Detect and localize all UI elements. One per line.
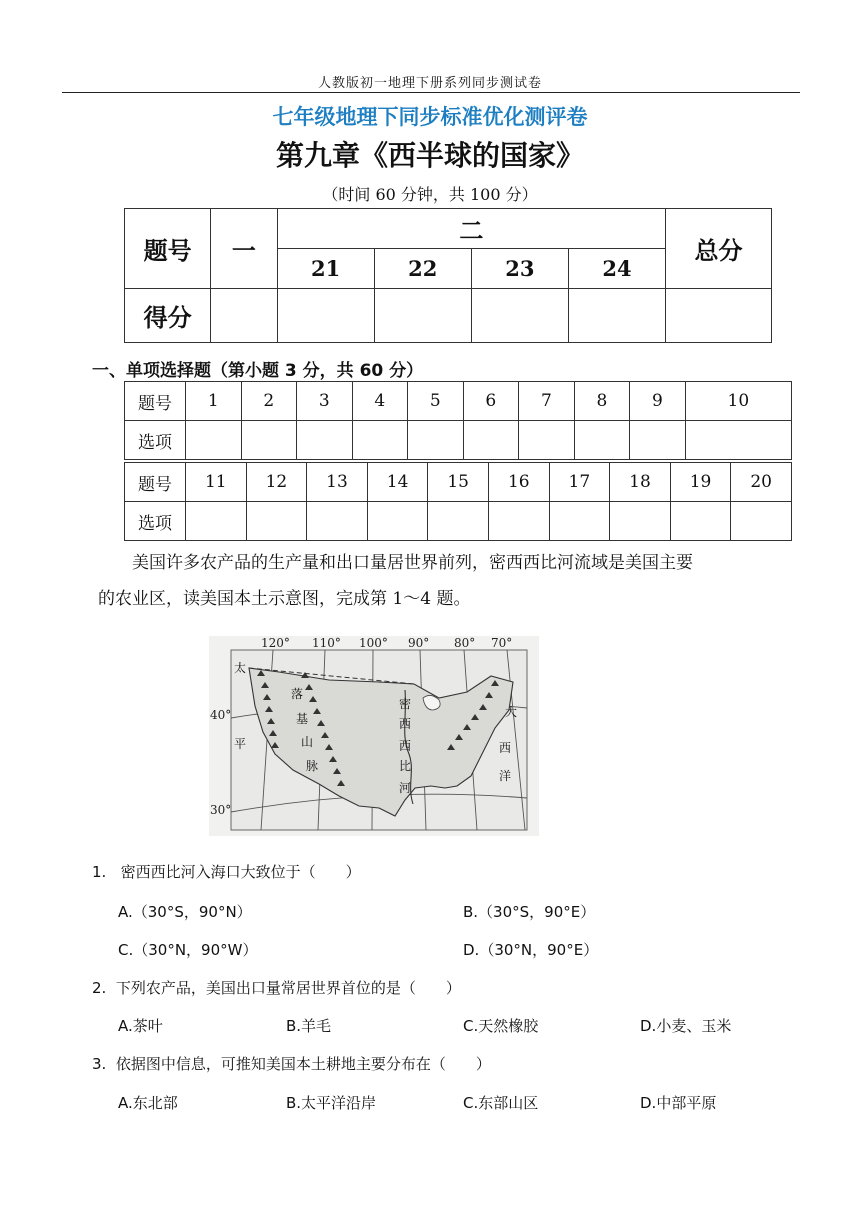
option-c[interactable]: C.天然橡胶	[463, 1017, 539, 1035]
lat-label: 30°	[210, 803, 232, 817]
rocky-label: 落	[291, 687, 304, 701]
grid-number: 10	[685, 382, 791, 421]
option-c[interactable]: C.东部山区	[463, 1094, 539, 1112]
answer-cell[interactable]	[670, 502, 731, 541]
grid-number: 16	[488, 463, 549, 502]
answer-cell[interactable]	[307, 502, 368, 541]
option-a[interactable]: A.（30°S，90°N）	[118, 903, 252, 921]
answer-cell[interactable]	[519, 421, 575, 460]
passage	[98, 545, 808, 617]
score-total: 总分	[666, 209, 772, 289]
answer-cell[interactable]	[630, 421, 686, 460]
grid-number: 12	[246, 463, 307, 502]
grid-number: 20	[731, 463, 792, 502]
score-cell[interactable]	[374, 289, 471, 343]
option-d[interactable]: D.中部平原	[640, 1094, 717, 1112]
pacific-label: 平	[234, 737, 247, 751]
rocky-label: 山	[301, 735, 314, 749]
grid-number: 6	[463, 382, 519, 421]
grid-number: 19	[670, 463, 731, 502]
answer-cell[interactable]	[549, 502, 610, 541]
answer-grid-1	[124, 381, 792, 460]
answer-cell[interactable]	[610, 502, 671, 541]
question-number: 1.	[92, 863, 107, 881]
lat-label: 40°	[210, 708, 232, 722]
miss-label: 西	[399, 739, 412, 753]
grid-label: 题号	[125, 382, 186, 421]
grid-number: 18	[610, 463, 671, 502]
answer-grid-2	[124, 462, 792, 541]
question-number: 2.	[92, 979, 107, 997]
option-b[interactable]: B.羊毛	[286, 1017, 332, 1035]
grid-number: 5	[408, 382, 464, 421]
option-c[interactable]: C.（30°N，90°W）	[118, 941, 258, 959]
answer-cell[interactable]	[246, 502, 307, 541]
passage-line-2: 的农业区，读美国本土示意图，完成第 1～4 题。	[98, 589, 471, 609]
time-note: （时间 60 分钟，共 100 分）	[322, 185, 538, 204]
score-item: 21	[277, 249, 374, 289]
answer-cell[interactable]	[186, 502, 247, 541]
question-stem: 依据图中信息，可推知美国本土耕地主要分布在（ ）	[115, 1055, 491, 1073]
score-cell[interactable]	[568, 289, 665, 343]
answer-cell[interactable]	[241, 421, 297, 460]
grid-label: 选项	[125, 502, 186, 541]
lon-label: 90°	[408, 636, 430, 650]
score-item: 23	[471, 249, 568, 289]
grid-number: 9	[630, 382, 686, 421]
score-item: 22	[374, 249, 471, 289]
atlantic-label: 洋	[499, 769, 512, 783]
question-number: 3.	[92, 1055, 107, 1073]
answer-cell[interactable]	[428, 502, 489, 541]
question-stem: 密西西比河入海口大致位于（ ）	[120, 863, 361, 881]
rocky-label: 基	[296, 712, 309, 726]
lon-label: 80°	[454, 636, 476, 650]
miss-label: 西	[399, 717, 412, 731]
option-d[interactable]: D.小麦、玉米	[640, 1017, 732, 1035]
question-2	[92, 977, 461, 998]
passage-line-1: 美国许多农产品的生产量和出口量居世界前列，密西西比河流域是美国主要	[132, 553, 693, 573]
header-rule	[62, 92, 800, 93]
atlantic-label: 大	[505, 705, 518, 719]
grid-number: 11	[186, 463, 247, 502]
option-b[interactable]: B.太平洋沿岸	[286, 1094, 377, 1112]
option-a[interactable]: A.茶叶	[118, 1017, 163, 1035]
grid-number: 13	[307, 463, 368, 502]
score-table	[124, 208, 772, 343]
grid-label: 题号	[125, 463, 186, 502]
grid-number: 2	[241, 382, 297, 421]
grid-number: 1	[186, 382, 242, 421]
answer-cell[interactable]	[186, 421, 242, 460]
score-cell[interactable]	[277, 289, 374, 343]
grid-number: 8	[574, 382, 630, 421]
miss-label: 比	[399, 759, 412, 773]
answer-cell[interactable]	[574, 421, 630, 460]
option-a[interactable]: A.东北部	[118, 1094, 178, 1112]
lon-label: 100°	[359, 636, 388, 650]
page-title: 第九章《西半球的国家》	[275, 139, 584, 172]
grid-number: 15	[428, 463, 489, 502]
exam-subtitle: 七年级地理下同步标准优化测评卷	[272, 105, 588, 129]
answer-cell[interactable]	[367, 502, 428, 541]
answer-cell[interactable]	[488, 502, 549, 541]
option-b[interactable]: B.（30°S，90°E）	[463, 903, 596, 921]
answer-cell[interactable]	[297, 421, 353, 460]
grid-number: 3	[297, 382, 353, 421]
rocky-label: 脉	[306, 759, 319, 773]
answer-cell[interactable]	[463, 421, 519, 460]
grid-number: 4	[352, 382, 408, 421]
answer-cell[interactable]	[352, 421, 408, 460]
question-stem: 下列农产品，美国出口量常居世界首位的是（ ）	[115, 979, 461, 997]
answer-cell[interactable]	[731, 502, 792, 541]
atlantic-label: 西	[499, 741, 512, 755]
score-cell[interactable]	[471, 289, 568, 343]
answer-cell[interactable]	[685, 421, 791, 460]
score-item: 24	[568, 249, 665, 289]
option-d[interactable]: D.（30°N，90°E）	[463, 941, 599, 959]
score-part2: 二	[277, 209, 665, 249]
miss-label: 河	[399, 781, 412, 795]
question-1	[92, 861, 361, 882]
running-head: 人教版初一地理下册系列同步测试卷	[317, 76, 542, 91]
score-part1: 一	[211, 209, 277, 289]
grid-label: 选项	[125, 421, 186, 460]
lon-label: 120°	[261, 636, 290, 650]
score-cell[interactable]	[211, 289, 277, 343]
question-3	[92, 1053, 491, 1074]
usa-map	[209, 636, 539, 836]
score-cell[interactable]	[666, 289, 772, 343]
grid-number: 7	[519, 382, 575, 421]
grid-number: 17	[549, 463, 610, 502]
pacific-label: 太	[234, 661, 247, 675]
grid-number: 14	[367, 463, 428, 502]
answer-cell[interactable]	[408, 421, 464, 460]
lon-label: 70°	[491, 636, 513, 650]
section-heading: 一、单项选择题（第小题 3 分，共 60 分）	[92, 361, 424, 381]
score-col-label: 题号	[125, 209, 211, 289]
miss-label: 密	[399, 697, 412, 711]
lon-label: 110°	[312, 636, 341, 650]
score-row-label: 得分	[125, 289, 211, 343]
